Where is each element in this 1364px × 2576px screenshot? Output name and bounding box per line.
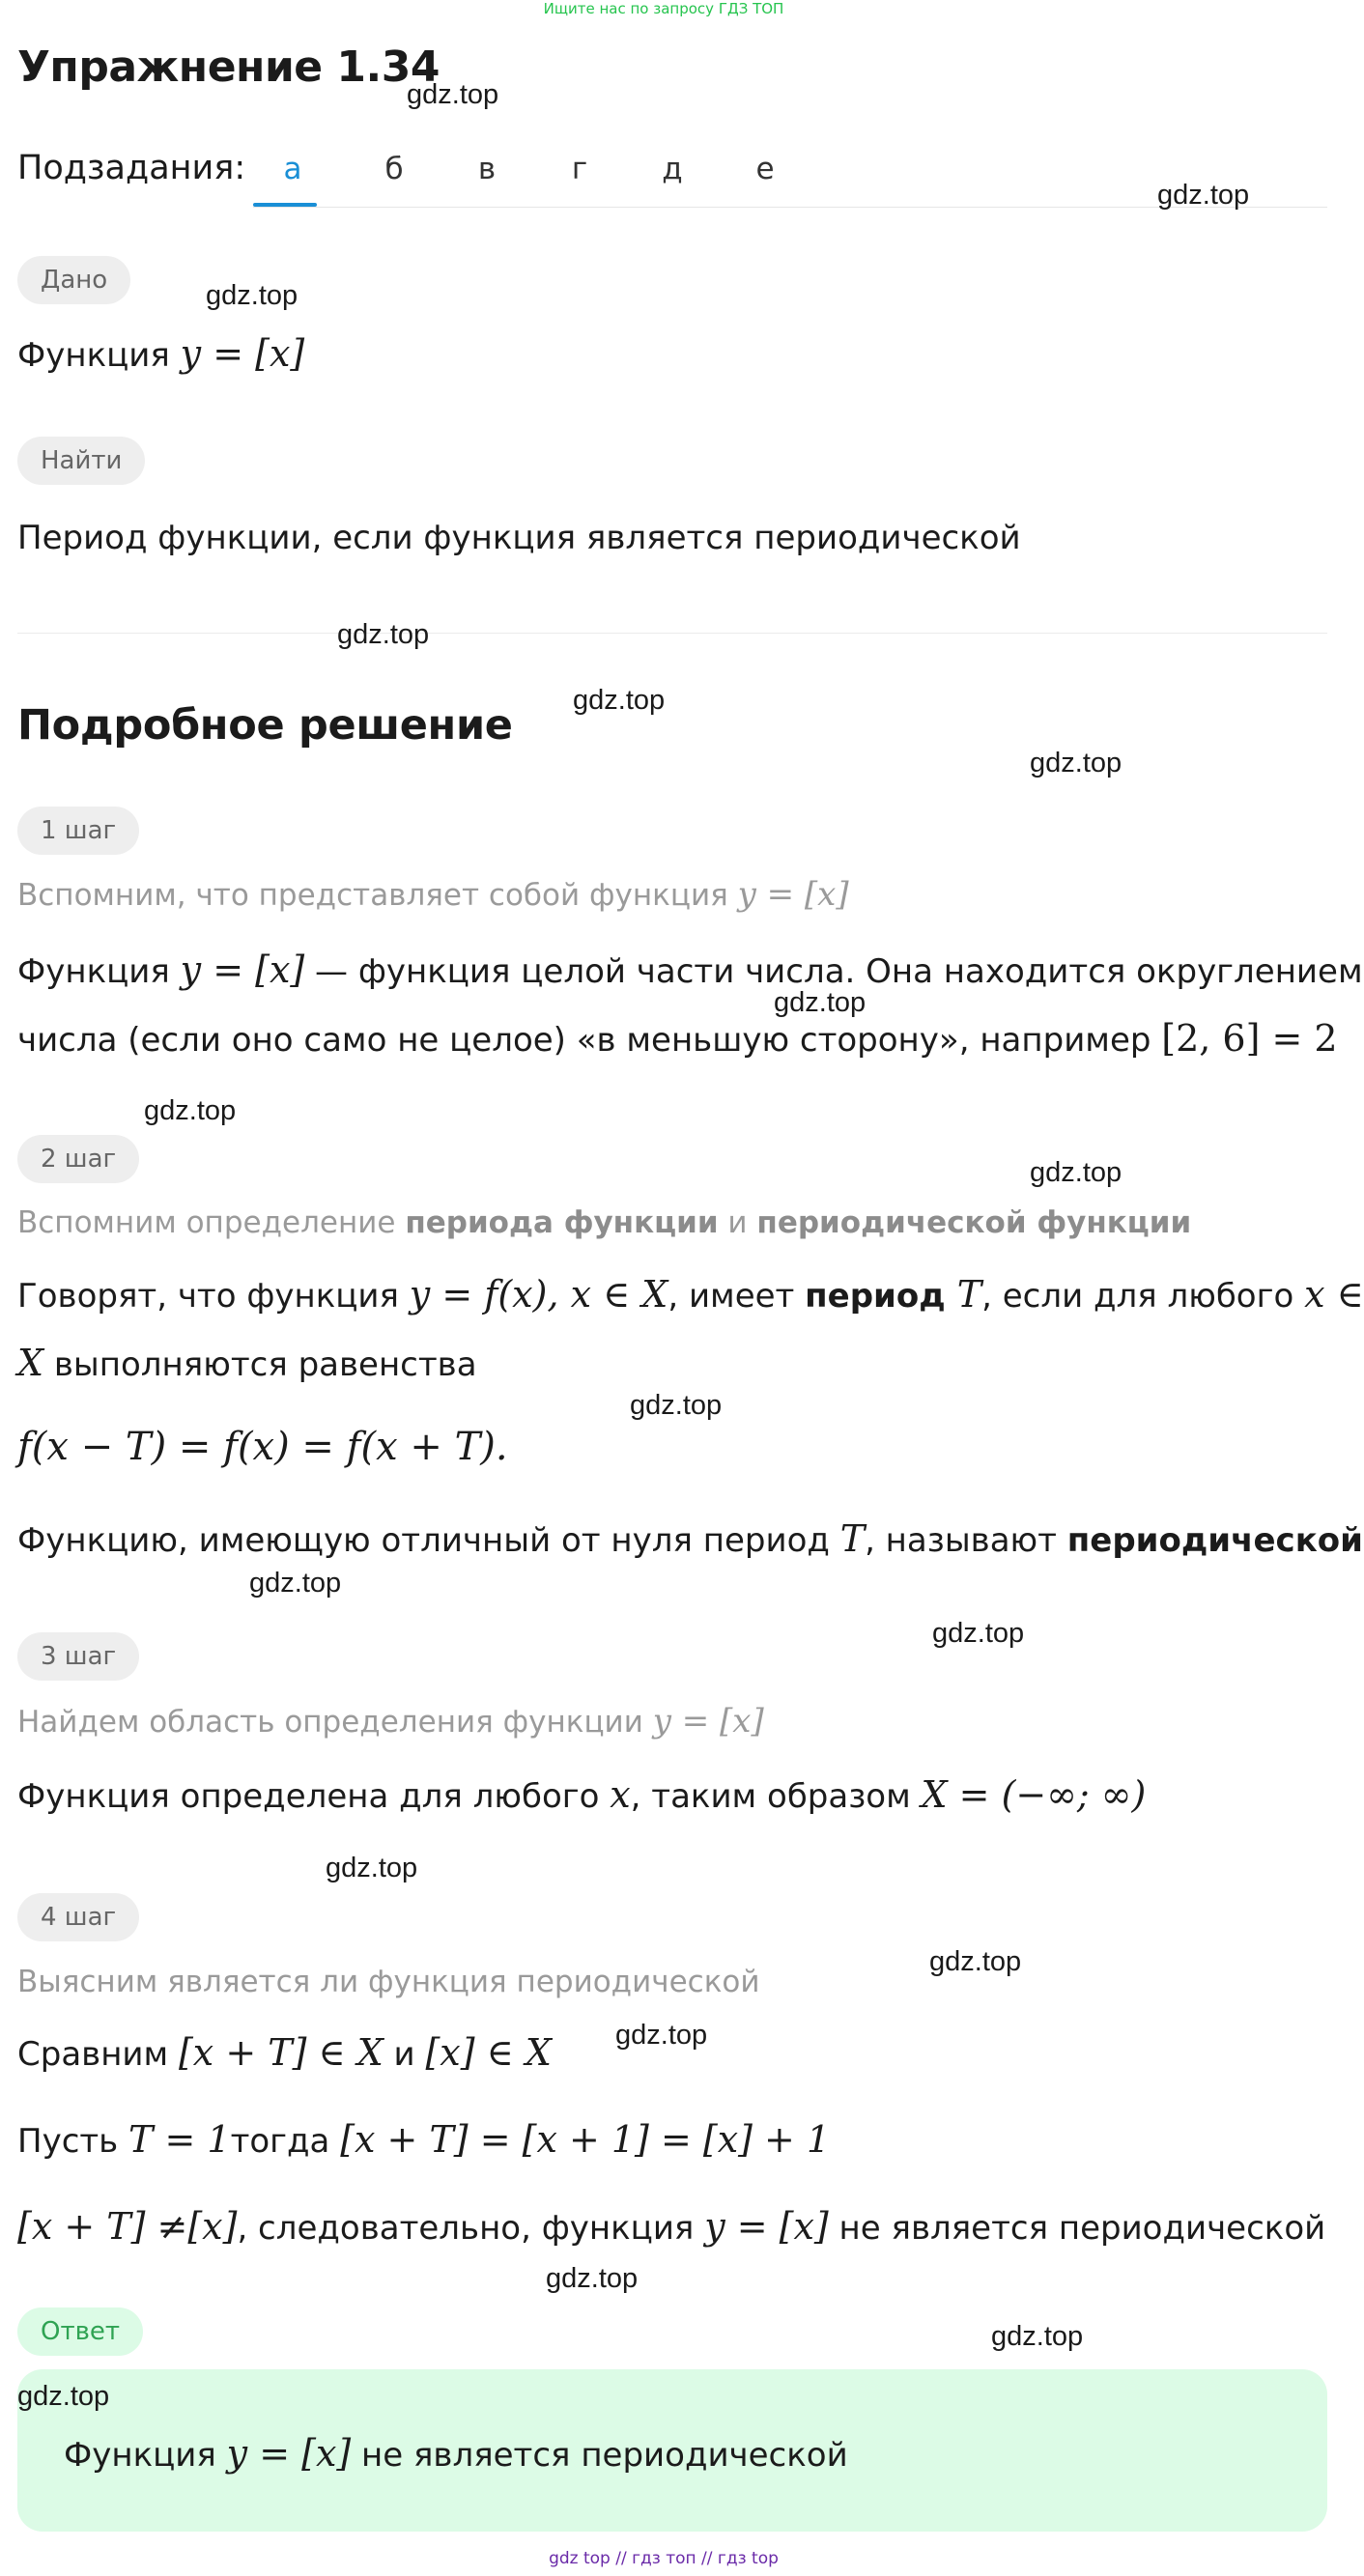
watermark: gdz.top bbox=[326, 1853, 418, 1883]
step-1-subtitle-formula: y = [x] bbox=[737, 875, 849, 914]
step-4-line-2 bbox=[17, 2118, 830, 2163]
step-4-line-1 bbox=[17, 2031, 552, 2076]
watermark: gdz.top bbox=[991, 2321, 1084, 2352]
step-2-line-2-X: X bbox=[17, 1342, 44, 1384]
step-2-line-1 bbox=[17, 1273, 1364, 1317]
step-4-line-2-b: тогда bbox=[230, 2122, 341, 2161]
tab-v[interactable]: в bbox=[477, 152, 497, 186]
step-2-equation-formula: f(x − T) = f(x) = f(x + T). bbox=[17, 1425, 508, 1469]
step-2-line-3-b: , называют bbox=[865, 1521, 1067, 1560]
step-2-line-1-c: , если для любого bbox=[981, 1277, 1305, 1316]
step-4-line-2-a: Пусть bbox=[17, 2122, 129, 2161]
watermark: gdz.top bbox=[630, 1390, 723, 1421]
step-4-line-2-formula-2: [x + T] = [x + 1] = [x] + 1 bbox=[340, 2118, 831, 2161]
step-3-subtitle-text: Найдем область определения функции bbox=[17, 1705, 653, 1740]
solution-heading: Подробное решение bbox=[17, 701, 513, 750]
find-text: Период функции, если функция является периодической bbox=[17, 519, 1021, 557]
watermark: gdz.top bbox=[249, 1568, 342, 1599]
step-2-subtitle-c: и bbox=[718, 1205, 757, 1240]
step-1-line-2 bbox=[17, 1017, 1338, 1062]
watermark: gdz.top bbox=[546, 2263, 639, 2294]
step-3-line-1-x: x bbox=[610, 1773, 631, 1816]
watermark: gdz.top bbox=[615, 2020, 708, 2051]
watermark: gdz.top bbox=[17, 2381, 110, 2412]
tab-g[interactable]: г bbox=[571, 152, 588, 186]
answer-formula: y = [x] bbox=[226, 2432, 352, 2475]
step-2-line-1-formula: y = f(x), x ∈ X bbox=[409, 1273, 668, 1316]
step-2-line-1-b: , имеет bbox=[668, 1277, 806, 1316]
given-text bbox=[17, 332, 304, 377]
step-1-line-1-formula: y = [x] bbox=[180, 948, 305, 991]
step-2-subtitle-bold-2: периодической функции bbox=[756, 1205, 1192, 1240]
watermark: gdz.top bbox=[206, 280, 298, 311]
subtask-tabs bbox=[253, 145, 811, 209]
answer-text bbox=[64, 2432, 848, 2477]
step-2-line-3 bbox=[17, 1517, 1363, 1562]
tab-d[interactable]: д bbox=[662, 152, 683, 186]
step-4-subtitle: Выясним является ли функция периодической bbox=[17, 1965, 760, 1999]
watermark: gdz.top bbox=[929, 1946, 1022, 1977]
step-4-line-1-formula-1: [x + T] ∈ X bbox=[178, 2031, 384, 2074]
tab-e[interactable]: е bbox=[755, 152, 775, 186]
step-3-line-1-a: Функция определена для любого bbox=[17, 1777, 611, 1816]
step-2-line-1-a: Говорят, что функция bbox=[17, 1277, 410, 1316]
step-1-subtitle bbox=[17, 873, 849, 917]
step-4-line-3-b: не является периодической bbox=[828, 2209, 1326, 2248]
step-1-line-1-b: — функция целой части числа. Она находится округлением bbox=[304, 952, 1363, 991]
step-4-line-1-formula-2: [x] ∈ X bbox=[425, 2031, 552, 2074]
step-1-line-2-formula: [2, 6] = 2 bbox=[1161, 1017, 1338, 1060]
step-4-badge: 4 шаг bbox=[17, 1893, 139, 1941]
search-hint-banner: Ищите нас по запросу ГДЗ ТОП bbox=[543, 0, 784, 17]
watermark: gdz.top bbox=[1030, 748, 1122, 778]
find-badge: Найти bbox=[17, 437, 145, 485]
given-text-prefix: Функция bbox=[17, 336, 181, 375]
step-3-line-1-formula: X = (−∞; ∞) bbox=[921, 1773, 1147, 1816]
step-3-subtitle bbox=[17, 1700, 764, 1743]
step-4-line-1-a: Сравним bbox=[17, 2035, 179, 2074]
tab-b[interactable]: б bbox=[384, 152, 404, 186]
section-divider bbox=[17, 633, 1327, 634]
step-2-badge: 2 шаг bbox=[17, 1135, 139, 1183]
step-4-line-2-formula-1: T = 1 bbox=[128, 2118, 231, 2161]
step-4-line-3-formula-2: y = [x] bbox=[704, 2205, 829, 2248]
footer-links[interactable]: gdz top // гдз топ // гдз top bbox=[549, 2549, 779, 2568]
tab-a[interactable]: а bbox=[253, 145, 332, 209]
step-2-line-1-x: x ∈ bbox=[1304, 1273, 1364, 1316]
step-2-line-1-bold: период bbox=[805, 1277, 946, 1316]
answer-badge: Ответ bbox=[17, 2307, 143, 2356]
step-2-line-3-bold: периодической bbox=[1066, 1521, 1363, 1560]
step-4-line-3 bbox=[17, 2205, 1325, 2250]
watermark: gdz.top bbox=[1030, 1157, 1122, 1188]
subtasks-label: Подзадания: bbox=[17, 149, 246, 187]
step-3-badge: 3 шаг bbox=[17, 1632, 139, 1681]
step-1-line-1-a: Функция bbox=[17, 952, 181, 991]
step-3-line-1 bbox=[17, 1773, 1146, 1818]
step-2-subtitle-bold-1: периода функции bbox=[405, 1205, 719, 1240]
answer-text-a: Функция bbox=[64, 2436, 227, 2475]
watermark: gdz.top bbox=[337, 619, 430, 650]
step-1-line-1 bbox=[17, 948, 1363, 993]
page-title: Упражнение 1.34 bbox=[17, 42, 440, 92]
step-1-subtitle-text: Вспомним, что представляет собой функция bbox=[17, 878, 738, 913]
step-2-line-3-T: T bbox=[839, 1517, 866, 1560]
watermark: gdz.top bbox=[932, 1618, 1025, 1649]
step-1-line-2-a: числа (если оно само не целое) «в меньшую сторону», например bbox=[17, 1021, 1162, 1060]
step-2-line-3-a: Функцию, имеющую отличный от нуля период bbox=[17, 1521, 840, 1560]
step-2-line-2 bbox=[17, 1342, 477, 1386]
step-2-subtitle bbox=[17, 1202, 1191, 1244]
step-4-line-3-a: , следовательно, функция bbox=[237, 2209, 705, 2248]
given-formula: y = [x] bbox=[180, 332, 305, 375]
step-3-subtitle-formula: y = [x] bbox=[652, 1702, 764, 1741]
step-2-equation bbox=[17, 1426, 508, 1470]
step-2-line-2-text: выполняются равенства bbox=[43, 1345, 477, 1384]
answer-text-b: не является периодической bbox=[351, 2436, 848, 2475]
step-3-line-1-b: , таким образом bbox=[630, 1777, 922, 1816]
given-badge: Дано bbox=[17, 256, 130, 304]
watermark: gdz.top bbox=[407, 79, 499, 110]
watermark: gdz.top bbox=[144, 1095, 237, 1126]
watermark: gdz.top bbox=[774, 987, 867, 1018]
watermark: gdz.top bbox=[1157, 180, 1250, 211]
step-2-line-1-T: T bbox=[945, 1273, 982, 1316]
step-2-subtitle-a: Вспомним определение bbox=[17, 1205, 406, 1240]
step-4-line-3-formula-1: [x + T] ≠[x] bbox=[17, 2205, 238, 2248]
watermark: gdz.top bbox=[573, 685, 666, 716]
step-4-line-1-b: и bbox=[383, 2035, 426, 2074]
step-1-badge: 1 шаг bbox=[17, 807, 139, 855]
